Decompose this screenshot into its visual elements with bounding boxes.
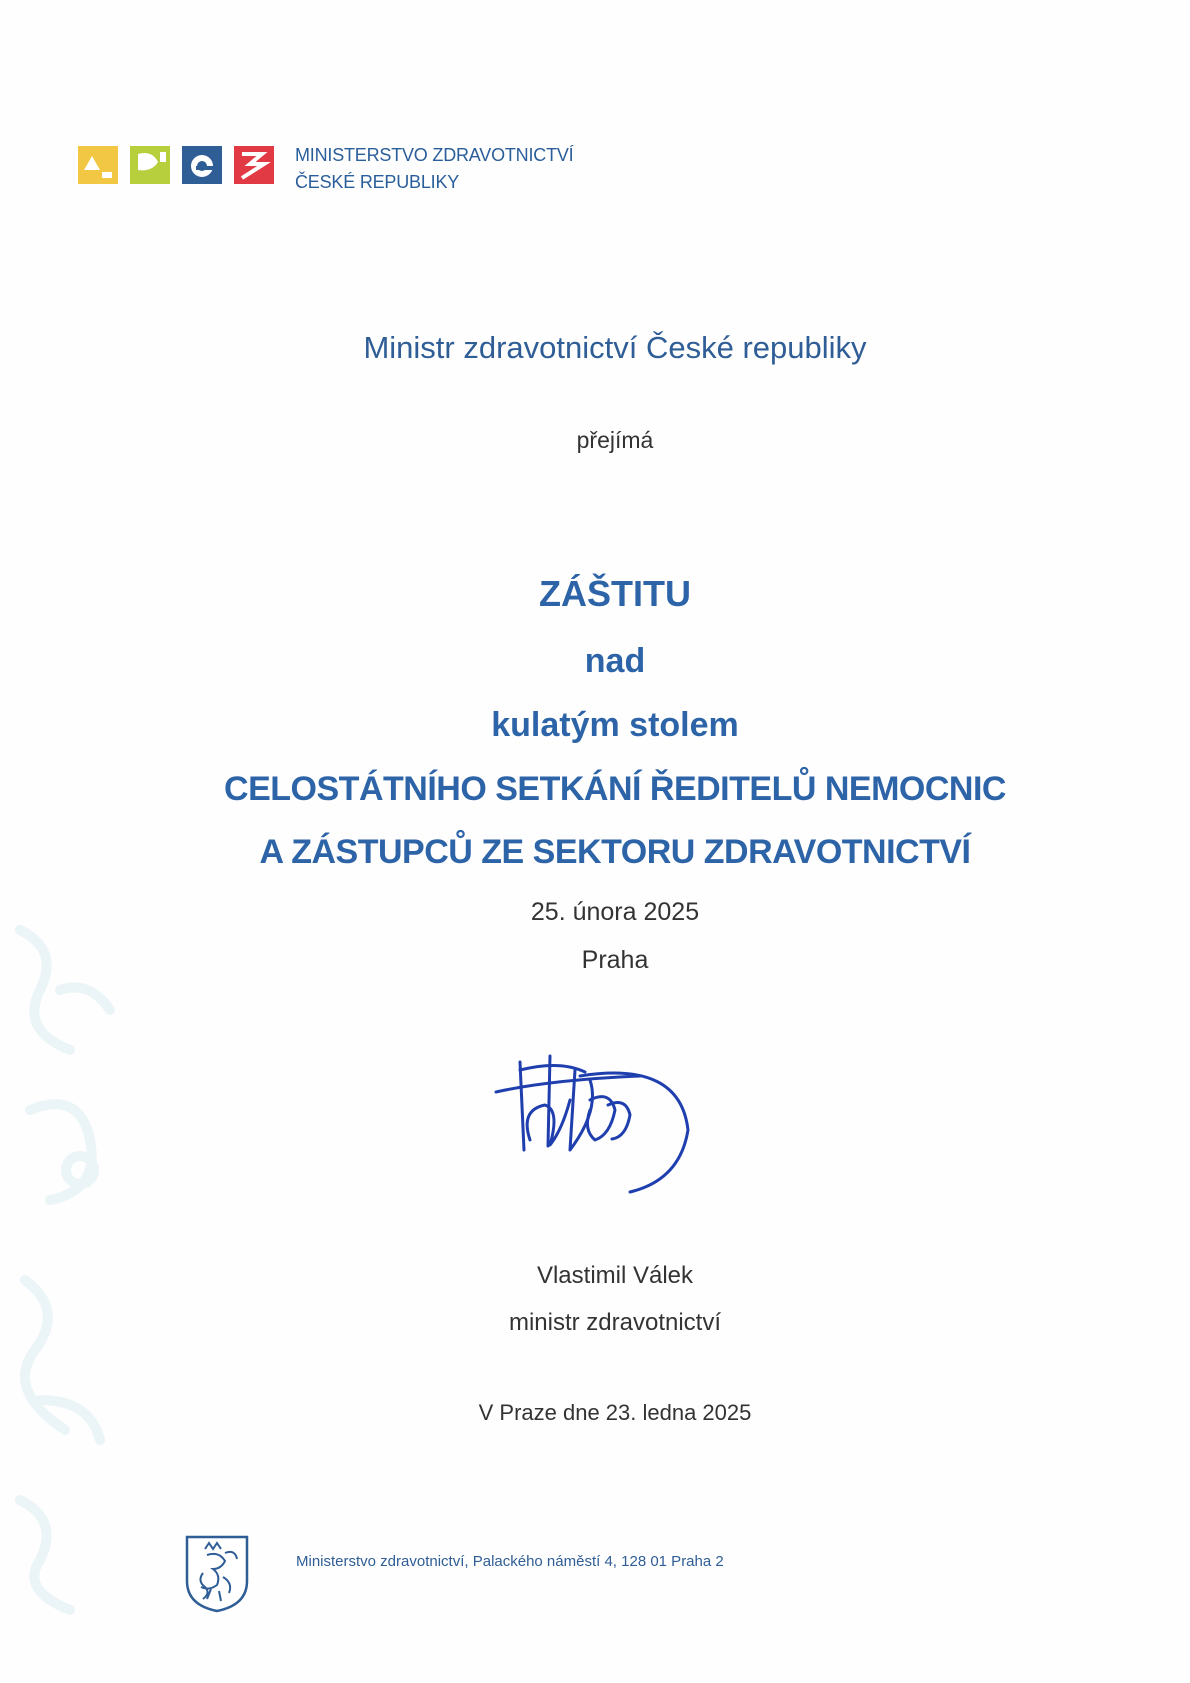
coat-of-arms-icon bbox=[183, 1533, 251, 1613]
event-date: 25. února 2025 bbox=[530, 898, 700, 926]
ministry-name-line2: ČESKÉ REPUBLIKY bbox=[295, 172, 460, 192]
event-name-line2: A ZÁSTUPCŮ ZE SEKTORU ZDRAVOTNICTVÍ bbox=[259, 833, 971, 871]
handwritten-signature bbox=[490, 1050, 700, 1195]
event-place: Praha bbox=[581, 946, 649, 974]
ministry-name-line1: MINISTERSTVO ZDRAVOTNICTVÍ bbox=[295, 145, 574, 165]
ministry-name bbox=[295, 142, 573, 196]
verb-text: přejímá bbox=[576, 427, 654, 453]
footer-address: Ministerstvo zdravotnictví, Palackého náměstí 4, 128 01 Praha 2 bbox=[296, 1553, 724, 1570]
signer-name: Vlastimil Válek bbox=[536, 1262, 694, 1289]
signer-title: ministr zdravotnictví bbox=[508, 1309, 722, 1336]
patronage-title: ZÁŠTITU bbox=[539, 573, 691, 614]
over-text: nad bbox=[584, 642, 646, 680]
issue-date: V Praze dne 23. ledna 2025 bbox=[478, 1400, 752, 1425]
event-name-line1: CELOSTÁTNÍHO SETKÁNÍ ŘEDITELŮ NEMOCNIC bbox=[224, 770, 1006, 808]
minister-heading: Ministr zdravotnictví České republiky bbox=[363, 330, 867, 365]
round-table-text: kulatým stolem bbox=[491, 706, 739, 744]
ministry-logo-icon bbox=[78, 142, 278, 188]
